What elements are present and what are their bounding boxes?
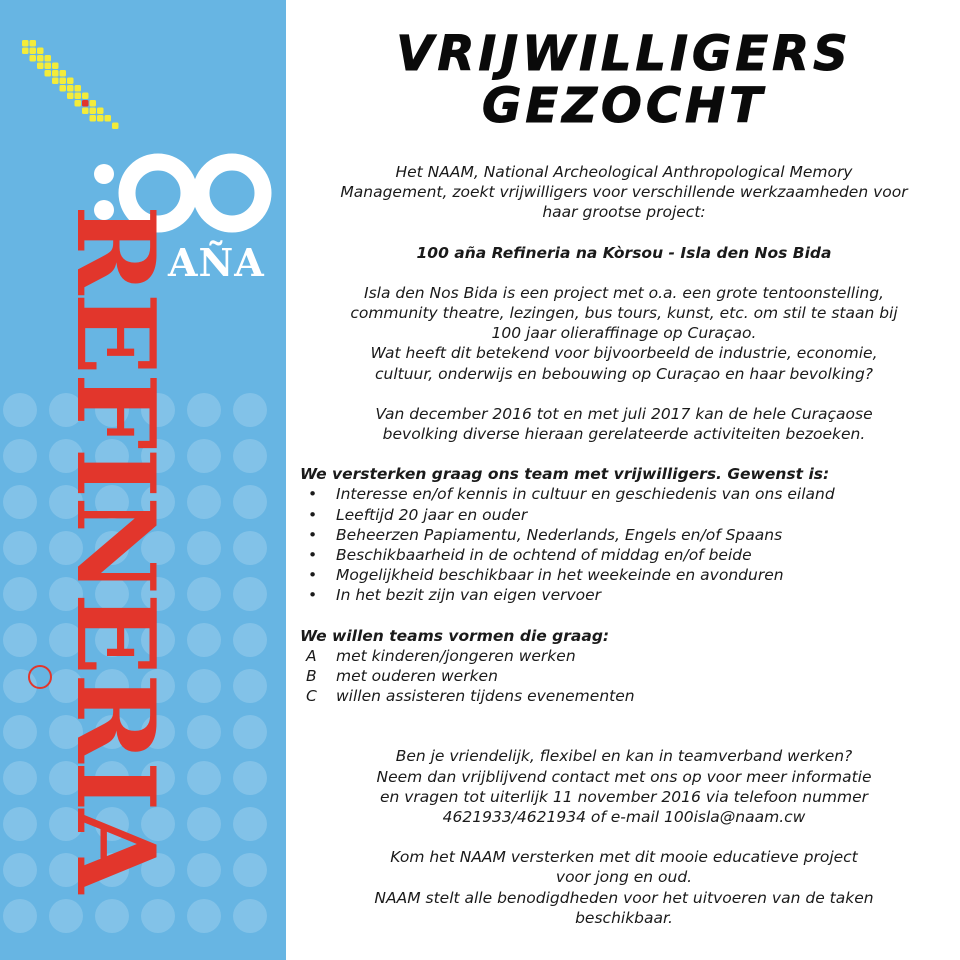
list-letter: A: [306, 646, 317, 665]
island-pixel: [52, 70, 59, 77]
background-dot: [3, 531, 37, 565]
background-dot: [3, 807, 37, 841]
island-pixel: [82, 100, 89, 107]
background-dot: [187, 715, 221, 749]
background-dot: [233, 485, 267, 519]
island-pixel: [52, 63, 59, 70]
island-pixel: [90, 108, 97, 115]
island-pixel: [90, 115, 97, 122]
background-dot: [233, 761, 267, 795]
contact-line: 4621933/4621934 of e-mail 100isla@naam.cw: [442, 808, 806, 827]
background-dot: [187, 853, 221, 887]
contact-line: Ben je vriendelijk, flexibel en kan in teamverband werken?: [395, 747, 853, 766]
closing-line: voor jong en oud.: [555, 868, 693, 887]
list-item: • In het bezit zijn van eigen vervoer: [300, 585, 948, 605]
island-pixel: [97, 108, 104, 115]
list-letter: C: [306, 687, 317, 706]
background-dot: [3, 853, 37, 887]
island-pixel: [45, 55, 52, 62]
background-dot: [233, 853, 267, 887]
island-pixel: [90, 100, 97, 107]
background-dot: [95, 899, 129, 933]
island-pixel: [37, 48, 44, 55]
project-title: 100 aña Refineria na Kòrsou - Isla den Nos Bida: [416, 243, 832, 262]
island-pixel: [30, 48, 37, 55]
island-pixel: [60, 85, 67, 92]
background-dot: [233, 623, 267, 657]
background-dot: [141, 899, 175, 933]
closing-paragraph: [300, 847, 948, 928]
brand-number: :00: [92, 148, 94, 149]
description-paragraph: [300, 283, 948, 384]
list-text: met kinderen/jongeren werken: [336, 646, 576, 665]
closing-line: beschikbaar.: [575, 908, 673, 927]
background-dot: [3, 393, 37, 427]
background-dot: [187, 761, 221, 795]
intro-paragraph: [300, 162, 948, 223]
flyer-content: [300, 28, 948, 928]
island-pixel: [67, 85, 74, 92]
background-dot: [187, 393, 221, 427]
background-dot: [49, 899, 83, 933]
headline: [300, 28, 948, 132]
background-dot: [187, 623, 221, 657]
island-pixel: [60, 70, 67, 77]
island-pixel: [75, 93, 82, 100]
description-line: 100 jaar olieraffinage op Curaçao.: [491, 324, 757, 343]
island-pixel: [75, 100, 82, 107]
island-pixel: [60, 78, 67, 85]
background-dot: [3, 899, 37, 933]
list-item: [300, 646, 948, 666]
brand-ana: AÑA: [168, 240, 265, 285]
requirements-heading: We versterken graag ons team met vrijwilligers. Gewenst is:: [300, 465, 830, 484]
contact-paragraph: [300, 746, 948, 827]
background-dot: [233, 531, 267, 565]
island-pixel: [37, 55, 44, 62]
list-item: • Leeftijd 20 jaar en ouder: [300, 505, 948, 525]
background-dot: [187, 577, 221, 611]
period-line: Van december 2016 tot en met juli 2017 kan de hele Curaçaose: [375, 404, 873, 423]
background-dot: [3, 577, 37, 611]
list-item: • Interesse en/of kennis in cultuur en geschiedenis van ons eiland: [300, 484, 948, 504]
list-item: [300, 666, 948, 686]
island-pixel: [37, 63, 44, 70]
background-dot: [3, 439, 37, 473]
island-pixel: [75, 85, 82, 92]
list-item: [300, 686, 948, 706]
list-item: • Beschikbaarheid in de ochtend of middag en/of beide: [300, 545, 948, 565]
island-pixel: [97, 115, 104, 122]
contact-line: en vragen tot uiterlijk 11 november 2016 via telefoon nummer: [379, 787, 869, 806]
background-dot: [233, 715, 267, 749]
island-pixel: [30, 55, 37, 62]
island-pixel: [82, 108, 89, 115]
poster-banner: [0, 0, 286, 960]
background-dot: [187, 807, 221, 841]
island-pixel: [52, 78, 59, 85]
island-pixel: [22, 48, 29, 55]
background-dot: [187, 669, 221, 703]
island-pixel: [22, 40, 29, 47]
list-item: • Mogelijkheid beschikbaar in het weekeinde en avonduren: [300, 565, 948, 585]
island-pixel: [105, 115, 112, 122]
period-paragraph: [300, 404, 948, 444]
contact-line: Neem dan vrijblijvend contact met ons op voor meer informatie: [376, 767, 872, 786]
island-pixel: [67, 78, 74, 85]
island-pixel: [30, 40, 37, 47]
background-dot: [233, 669, 267, 703]
intro-line: haar grootse project:: [542, 203, 706, 222]
background-dot: [233, 807, 267, 841]
list-text: met ouderen werken: [336, 667, 498, 686]
background-dot: [187, 485, 221, 519]
description-line: community theatre, lezingen, bus tours, kunst, etc. om stil te staan bij: [350, 304, 898, 323]
island-pixel: [45, 70, 52, 77]
background-dot: [3, 485, 37, 519]
island-pixel: [45, 63, 52, 70]
intro-line: Management, zoekt vrijwilligers voor verschillende werkzaamheden voor: [340, 183, 908, 202]
background-dot: [233, 577, 267, 611]
list-letter: B: [306, 667, 317, 686]
background-dot: [3, 761, 37, 795]
background-dot: [187, 439, 221, 473]
background-dot: [233, 899, 267, 933]
island-pixel: [67, 93, 74, 100]
island-logo: [22, 40, 132, 150]
description-line: Wat heeft dit betekend voor bijvoorbeeld de industrie, economie,: [370, 344, 878, 363]
list-item: • Beheerzen Papiamentu, Nederlands, Engels en/of Spaans: [300, 525, 948, 545]
background-dot: [233, 439, 267, 473]
requirements-list: [300, 484, 948, 605]
list-text: willen assisteren tijdens evenementen: [336, 687, 635, 706]
headline-line-1: VRIJWILLIGERS: [396, 26, 852, 82]
background-dot: [3, 623, 37, 657]
period-line: bevolking diverse hieraan gerelateerde activiteiten bezoeken.: [382, 425, 866, 444]
intro-line: Het NAAM, National Archeological Anthropological Memory: [395, 163, 853, 181]
background-dot: [187, 899, 221, 933]
teams-heading: We willen teams vormen die graag:: [300, 626, 610, 645]
island-pixel: [112, 123, 119, 130]
background-dot: [233, 393, 267, 427]
background-dot: [3, 715, 37, 749]
headline-line-2: GEZOCHT: [482, 78, 766, 134]
brand-refineria: REFINERIA: [52, 204, 178, 892]
ring-icon: [28, 665, 52, 689]
closing-line: Kom het NAAM versterken met dit mooie educatieve project: [390, 848, 858, 867]
teams-list: [300, 646, 948, 707]
island-pixel: [82, 93, 89, 100]
closing-line: NAAM stelt alle benodigdheden voor het uitvoeren van de taken: [374, 888, 874, 907]
description-line: Isla den Nos Bida is een project met o.a. een grote tentoonstelling,: [364, 283, 884, 302]
description-line: cultuur, onderwijs en bebouwing op Curaçao en haar bevolking?: [374, 364, 874, 383]
background-dot: [187, 531, 221, 565]
